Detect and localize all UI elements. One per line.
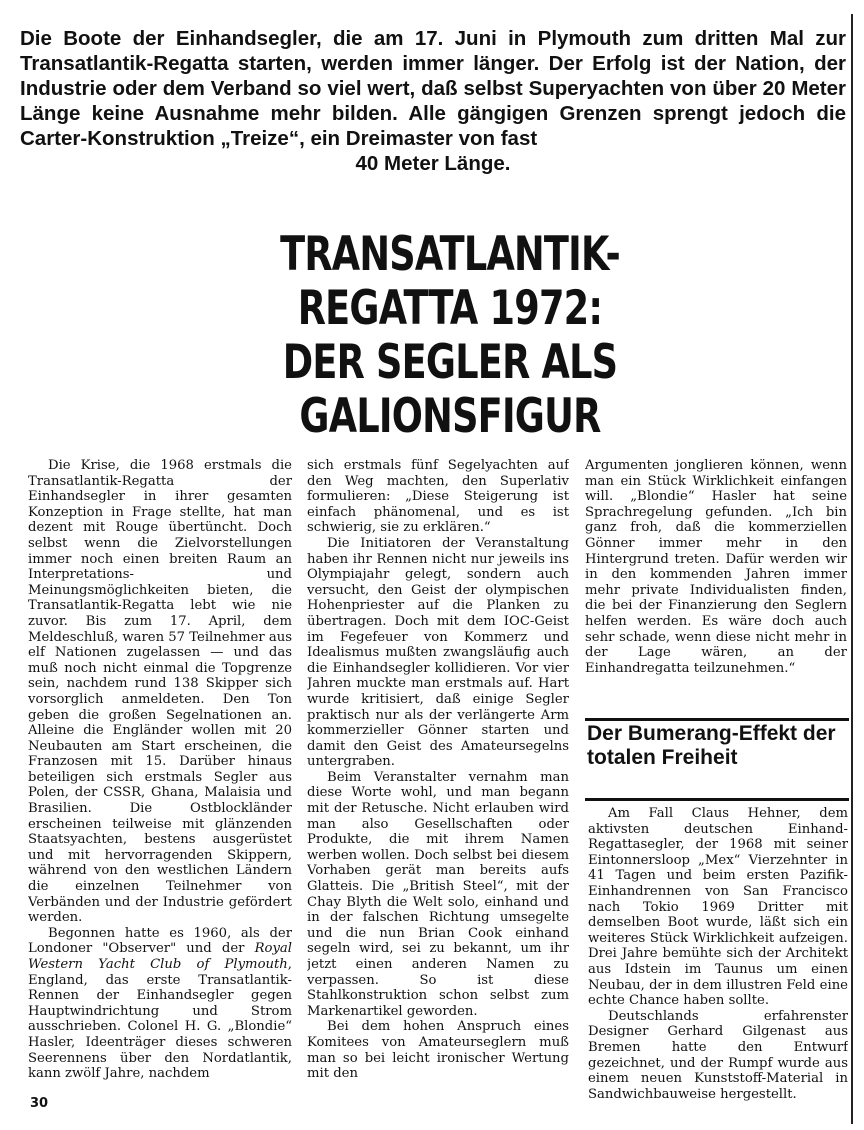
sidebar-box [585,718,849,1102]
body-column-3 [585,458,847,700]
sidebar-title: Der Bumerang-Effekt der totalen Freiheit [587,722,836,769]
column2-paragraph-3: Beim Veranstalter vernahm man diese Worte wohl, und man begann mit der Retusche. Nicht erlauben wird man also Gesellschaften oder Produkte, die mit ihrem Namen werben wollen. Doch selbst bei diesem Vorhaben gerät man bereits aufs Glatteis. Die „British Steel“, mit der Chay Blyth die Welt solo, einhand und in der falschen Richtung umsegelte und die nun Brian Cook einhand segeln wird, sei zu bekannt, um ihr jetzt einen anderen Namen zu verpassen. So ist diese Stahlkonstruktion schon selbst zum Markenartikel geworden. [307,769,569,1019]
column2-paragraph-1: sich erstmals fünf Segelyachten auf den Weg machten, den Superlativ formulieren: „Diese Steigerung ist einfach phänomenal, und es ist schwierig, sie zu erklären.“ [307,458,569,536]
sidebar-text [588,806,848,1106]
page-number: 30 [30,1096,49,1111]
column1-p2-start: Begonnen hatte es 1960, als der Londoner "Observer" und der [28,925,292,957]
intro-paragraph [20,26,846,176]
sidebar-paragraph-2: Deutschlands erfahrenster Designer Gerhard Gilgenast aus Bremen hatte den Entwurf gezeichnet, und der Rumpf wurde aus einem neuen Kunststoff-Material in Sandwichbauweise hergestellt. [588,1008,848,1102]
intro-text: Die Boote der Einhandsegler, die am 17. Juni in Plymouth zum dritten Mal zur Transatlantik-Regatta starten, werden immer länger. Der Erfolg ist der Nation, der Industrie oder dem Verband so viel wert, daß selbst Superyachten von über 20 Meter Länge keine Ausnahme mehr bilden. Alle gängigen Grenzen sprengt jedoch die Carter-Konstruktion „Treize“, ein Dreimaster von fast [20,27,846,150]
headline-line-2: REGATTA 1972: [297,281,603,336]
article-headline [216,228,684,444]
column2-paragraph-4: Bei dem hohen Anspruch eines Komitees von Amateurseglern muß man so bei leicht ironischer Wertung mit den [307,1019,569,1082]
column1-p2-end: , England, das erste Transatlantik-Rennen der Einhandsegler gegen Hauptwindrichtung und Strom ausschrieben. Colonel H. G. „Blondie“ Hasler, Ideenträger dieses schweren Seerennens über den Nordatlantik, kann zwölf Jahre, nachdem [28,957,292,1082]
body-column-1 [28,458,292,1098]
sidebar-top-rule [585,718,849,721]
headline-line-4: GALIONSFIGUR [299,389,601,444]
sidebar-paragraph-1: Am Fall Claus Hehner, dem aktivsten deutschen Einhand-Regattasegler, der 1968 mit seiner Eintonnersloop „Mex“ Vierzehnter in 41 Tagen und beim ersten Pazifik-Einhandrennen von San Francisco nach Tokio 1969 Dritter mit demselben Boot wurde, läßt sich ein weiteres Stück Wirklichkeit aufzeigen. Drei Jahre bemühte sich der Architekt aus Idstein im Taunus um einen Neubau, der in dem illustren Feld eine echte Chance haben sollte. [588,806,848,1009]
column2-paragraph-2: Die Initiatoren der Veranstaltung haben ihr Rennen nicht nur jeweils ins Olympiajahr gelegt, sondern auch versucht, den Geist der olympischen Hohenpriester auf die Planken zu übertragen. Doch mit dem IOC-Geist im Fegefeuer von Kommerz und Idealismus mußten zwangsläufig auch die Einhandsegler kollidieren. Vor vier Jahren muckte man erstmals auf. Hart wurde kritisiert, daß einige Segler praktisch nur als der verlängerte Arm kommerzieller Gönner starten und damit den Geist des Amateursegelns untergraben. [307,535,569,770]
intro-last-line: 40 Meter Länge. [355,152,511,175]
column1-p2-italic: Royal Western Yacht Club of Plymouth [28,941,292,972]
headline-line-3: DER SEGLER ALS [282,335,618,390]
column1-paragraph-2 [28,926,292,1082]
body-column-2 [307,458,569,1098]
column1-paragraph-1: Die Krise, die 1968 erstmals die Transatlantik-Regatta der Einhandsegler in ihrer gesamten Konzeption in Frage stellte, hat man dezent mit Rouge übertüncht. Doch selbst wenn die Zielvorstellungen immer noch einen breiten Raum an Interpretations- und Meinungsmöglichkeiten bieten, die Transatlantik-Regatta lebt wie nie zuvor. Bis zum 17. April, dem Meldeschluß, waren 57 Teilnehmer aus elf Nationen zugelassen — und das muß noch nicht einmal die Topgrenze sein, nachdem rund 138 Skipper sich vorsorglich anmeldeten. Den Ton geben die großen Segelnationen an. Alleine die Engländer wollen mit 20 Neubauten am Start erscheinen, die Franzosen mit 15. Darüber hinaus beteiligen sich erstmals Segler aus Polen, der CSSR, Ghana, Malaisia und Brasilien. Die Ostblockländer erscheinen teilweise mit glänzenden Staatsyachten, bestens ausgerüstet und mit hervorragenden Skippern, während von den westlichen Ländern die einzelnen Teilnehmer von Verbänden und der Industrie gefördert werden. [28,458,292,926]
headline-line-1: TRANSATLANTIK- [280,227,620,282]
sidebar-title-rule [585,798,849,801]
column3-paragraph-1: Argumenten jonglieren können, wenn man ein Stück Wirklichkeit einfangen will. „Blondie“ Hasler hat seine Sprachregelung gefunden. „Ich bin ganz froh, daß die kommerziellen Gönner immer mehr in den Hintergrund treten. Dafür werden wir in den kommenden Jahren immer mehr private Individualisten finden, die bei der Finanzierung den Seglern helfen werden. Es wäre doch auch sehr schade, wenn diese nicht mehr in der Lage wären, an der Einhandregatta teilzunehmen.“ [585,458,847,676]
right-margin-rule [851,14,853,1124]
